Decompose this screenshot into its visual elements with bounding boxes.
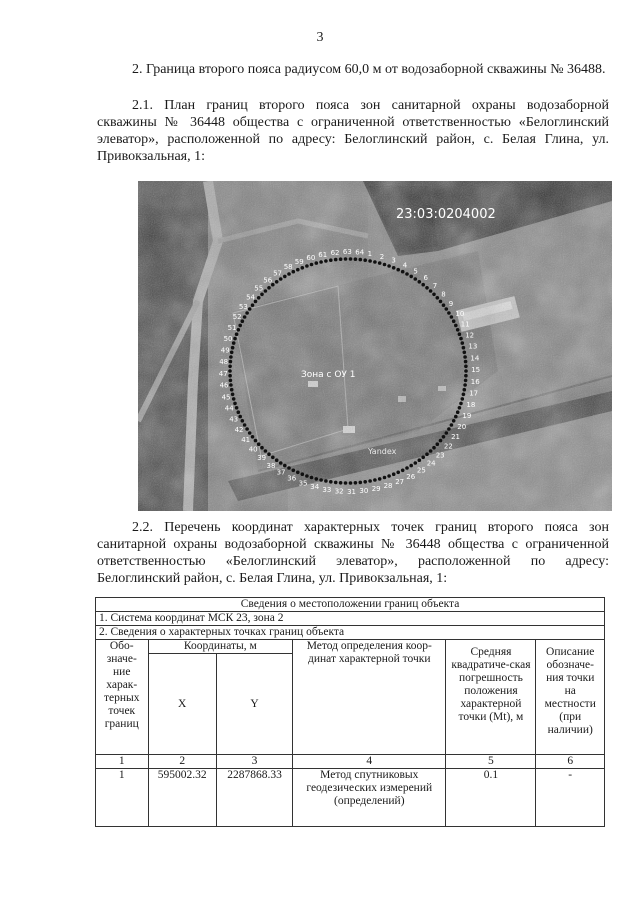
point-label: 51 — [227, 324, 237, 332]
boundary-dot — [229, 379, 233, 383]
point-label: 3 — [391, 256, 396, 265]
boundary-dot — [378, 477, 382, 481]
boundary-dot — [339, 257, 343, 261]
boundary-dot — [456, 410, 460, 414]
point-label: 33 — [322, 485, 332, 494]
point-label: 38 — [266, 461, 276, 470]
boundary-dot — [363, 258, 367, 262]
cell-point: 1 — [96, 769, 149, 827]
boundary-dot — [363, 480, 367, 484]
header-error: Средняя квадратиче-ская погрешность положения характерной точки (Mt), м — [446, 640, 536, 755]
boundary-dot — [238, 324, 242, 328]
boundary-dot — [368, 479, 372, 483]
point-label: 22 — [443, 442, 453, 451]
boundary-dot — [344, 481, 348, 485]
cell-x: 595002.32 — [148, 769, 216, 827]
table-system-row: 1. Система координат МСК 23, зона 2 — [96, 612, 605, 626]
point-label: 8 — [441, 290, 446, 299]
table-section-row: 2. Сведения о характерных точках границ объекта — [96, 626, 605, 640]
boundary-dot — [462, 346, 466, 350]
col-num-1: 1 — [96, 755, 149, 769]
boundary-dot — [267, 452, 271, 456]
boundary-dot — [463, 388, 467, 392]
point-label: 1 — [367, 250, 373, 259]
boundary-dot — [418, 458, 422, 462]
boundary-dot — [383, 476, 387, 480]
header-coordinates: Координаты, м — [148, 640, 293, 654]
boundary-dot — [287, 466, 291, 470]
boundary-dot — [450, 315, 454, 319]
boundary-dot — [329, 258, 333, 262]
boundary-dot — [229, 383, 233, 387]
boundary-dot — [287, 272, 291, 276]
boundary-dot — [456, 328, 460, 332]
boundary-dot — [373, 260, 377, 264]
boundary-dot — [439, 300, 443, 304]
boundary-dot — [339, 481, 343, 485]
point-label: 32 — [334, 487, 344, 496]
point-label: 57 — [273, 269, 283, 278]
point-label: 63 — [342, 248, 352, 257]
point-label: 55 — [254, 284, 264, 293]
point-label: 4 — [402, 261, 408, 270]
point-label: 41 — [241, 436, 251, 445]
paragraph-coordinate-list: 2.2. Перечень координат характерных точек границ второго пояса зон санитарной охраны водозаборной скважины № 36448 общества с ограниченной ответственностью «Белоглинский элеватор», расположенной по адресу: Белоглинский район, с. Белая Глина, ул. Привокзальная, 1: — [97, 520, 609, 586]
point-label: 17 — [469, 389, 479, 398]
point-label: 48 — [219, 358, 229, 367]
boundary-dot — [243, 315, 247, 319]
boundary-dot — [344, 257, 348, 261]
cell-error: 0.1 — [446, 769, 536, 827]
boundary-dot — [254, 439, 258, 443]
point-label: 9 — [448, 299, 454, 308]
map-watermark: Yandex — [368, 447, 397, 456]
boundary-dot — [292, 469, 296, 473]
point-label: 53 — [238, 303, 248, 312]
cadastral-label: 23:03:0204002 — [396, 207, 496, 222]
boundary-dot — [414, 277, 418, 281]
boundary-dot — [349, 481, 353, 485]
point-label: 23 — [435, 451, 445, 460]
boundary-dot — [401, 469, 405, 473]
boundary-dot — [354, 481, 358, 485]
point-label: 58 — [283, 263, 293, 272]
boundary-dot — [464, 379, 468, 383]
boundary-dot — [445, 307, 449, 311]
boundary-dot — [464, 374, 468, 378]
boundary-dot — [283, 464, 287, 468]
point-label: 7 — [432, 281, 438, 290]
point-label: 61 — [318, 250, 328, 259]
point-label: 26 — [406, 472, 416, 481]
boundary-dot — [257, 296, 261, 300]
boundary-dot — [241, 419, 245, 423]
point-label: 2 — [379, 252, 385, 261]
boundary-dot — [462, 393, 466, 397]
boundary-dot — [439, 439, 443, 443]
boundary-dot — [310, 263, 314, 267]
point-label: 52 — [232, 313, 242, 322]
col-num-4: 4 — [293, 755, 446, 769]
boundary-dot — [301, 472, 305, 476]
boundary-dot — [463, 355, 467, 359]
map-canvas — [138, 181, 612, 511]
point-label: 16 — [470, 377, 480, 386]
boundary-dot — [409, 464, 413, 468]
boundary-dot — [296, 471, 300, 475]
boundary-dot — [271, 456, 275, 460]
boundary-dot — [459, 402, 463, 406]
boundary-dot — [447, 427, 451, 431]
point-label: 5 — [413, 267, 418, 276]
point-label: 56 — [263, 276, 273, 285]
boundary-dot — [248, 307, 252, 311]
boundary-dot — [233, 402, 237, 406]
boundary-dot — [418, 280, 422, 284]
boundary-dot — [229, 355, 233, 359]
boundary-dot — [387, 474, 391, 478]
paragraph-plan-heading: 2.1. План границ второго пояса зон санитарной охраны водозаборной скважины № 36448 общества с ограниченной ответственностью «Белоглинский элеватор», расположенной по адресу: Белоглинский район, с. Белая Глина, ул. Привокзальная, 1: — [97, 98, 609, 164]
point-label: 19 — [462, 412, 472, 420]
cell-method: Метод спутниковых геодезических измерений (определений) — [293, 769, 446, 827]
boundary-dot — [237, 328, 241, 332]
boundary-dot — [315, 477, 319, 481]
boundary-dot — [436, 442, 440, 446]
boundary-dot — [405, 466, 409, 470]
boundary-dot — [248, 431, 252, 435]
boundary-dot — [334, 481, 338, 485]
boundary-dot — [237, 410, 241, 414]
boundary-dot — [230, 351, 234, 355]
boundary-dot — [238, 415, 242, 419]
boundary-dot — [359, 258, 363, 262]
boundary-dot — [447, 311, 451, 315]
point-label: 43 — [229, 415, 239, 424]
boundary-dot — [334, 258, 338, 262]
boundary-dot — [235, 406, 239, 410]
boundary-dot — [231, 393, 235, 397]
paragraph-border-second-zone: 2. Граница второго пояса радиусом 60,0 м от водозаборной скважины № 36488. — [132, 62, 606, 77]
boundary-dot — [359, 481, 363, 485]
boundary-dot — [260, 293, 264, 297]
boundary-dot — [245, 427, 249, 431]
point-label: 59 — [294, 258, 304, 266]
table-row — [96, 769, 605, 827]
boundary-dot — [396, 471, 400, 475]
boundary-dot — [392, 266, 396, 270]
point-label: 13 — [468, 342, 478, 351]
point-label: 37 — [276, 468, 286, 477]
header-designation: Обо-значе-ние харак-терных точек границ — [96, 640, 149, 755]
boundary-dot — [349, 257, 353, 261]
boundary-dot — [228, 365, 232, 369]
boundary-dot — [454, 324, 458, 328]
boundary-dot — [368, 259, 372, 263]
point-label: 20 — [457, 422, 467, 431]
boundary-dot — [251, 435, 255, 439]
header-y: Y — [216, 654, 292, 755]
point-label: 34 — [310, 483, 320, 492]
boundary-dot — [233, 337, 237, 341]
point-label: 29 — [371, 485, 381, 494]
boundary-dot — [305, 474, 309, 478]
boundary-dot — [432, 446, 436, 450]
boundary-dot — [319, 260, 323, 264]
boundary-dot — [383, 263, 387, 267]
boundary-dot — [442, 435, 446, 439]
point-label: 36 — [287, 474, 297, 483]
boundary-dot — [464, 365, 468, 369]
boundary-dot — [324, 479, 328, 483]
header-description: Описание обозначе-ния точки на местности (при наличии) — [536, 640, 605, 755]
boundary-dot — [279, 461, 283, 465]
boundary-dot — [264, 449, 268, 453]
boundary-dot — [251, 303, 255, 307]
boundary-dot — [279, 277, 283, 281]
boundary-dot — [459, 337, 463, 341]
column-number-row — [96, 755, 605, 769]
boundary-dot — [373, 478, 377, 482]
col-num-5: 5 — [446, 755, 536, 769]
col-num-6: 6 — [536, 755, 605, 769]
point-label: 64 — [355, 248, 365, 257]
header-method: Метод определения коор-динат характерной точки — [293, 640, 446, 755]
point-label: 45 — [221, 393, 231, 402]
point-label: 50 — [223, 335, 233, 344]
point-label: 15 — [471, 366, 481, 374]
point-label: 14 — [470, 354, 480, 363]
boundary-dot — [228, 374, 232, 378]
point-label: 40 — [248, 445, 258, 454]
boundary-dot — [283, 275, 287, 279]
point-label: 44 — [224, 404, 234, 413]
boundary-dot — [387, 264, 391, 268]
boundary-dot — [296, 268, 300, 272]
zone-label: Зона с ОУ 1 — [301, 370, 356, 380]
point-label: 27 — [395, 478, 405, 486]
table-title: Сведения о местоположении границ объекта — [96, 598, 605, 612]
boundary-dot — [464, 369, 468, 373]
boundary-dot — [229, 360, 233, 364]
boundary-dot — [232, 397, 236, 401]
boundary-dot — [310, 476, 314, 480]
boundary-dot — [378, 261, 382, 265]
boundary-dot — [425, 286, 429, 290]
boundary-dot — [264, 289, 268, 293]
boundary-dot — [235, 332, 239, 336]
boundary-dot — [260, 446, 264, 450]
boundary-dot — [401, 270, 405, 274]
boundary-dot — [463, 383, 467, 387]
boundary-dot — [452, 319, 456, 323]
point-label: 47 — [218, 370, 228, 378]
boundary-dot — [458, 406, 462, 410]
boundary-dot — [461, 341, 465, 345]
boundary-dot — [275, 280, 279, 284]
header-x: X — [148, 654, 216, 755]
point-label: 35 — [298, 479, 308, 488]
satellite-map — [138, 181, 612, 511]
point-label: 12 — [465, 331, 475, 340]
boundary-dot — [392, 472, 396, 476]
point-label: 42 — [234, 426, 244, 435]
point-label: 60 — [306, 253, 316, 262]
point-label: 25 — [416, 466, 426, 475]
boundary-dot — [463, 351, 467, 355]
boundary-dot — [396, 268, 400, 272]
cell-description: - — [536, 769, 605, 827]
boundary-dot — [429, 449, 433, 453]
boundary-dot — [452, 419, 456, 423]
point-label: 28 — [383, 482, 393, 491]
boundary-dot — [436, 296, 440, 300]
boundary-dot — [464, 360, 468, 364]
boundary-dot — [324, 259, 328, 263]
point-label: 46 — [219, 381, 229, 390]
point-label: 39 — [257, 454, 267, 463]
boundary-dot — [421, 283, 425, 287]
point-label: 24 — [426, 459, 436, 468]
point-label: 54 — [246, 293, 256, 302]
point-label: 30 — [359, 487, 369, 496]
boundary-dot — [329, 480, 333, 484]
point-label: 11 — [460, 320, 470, 329]
point-label: 49 — [220, 346, 230, 355]
point-label: 21 — [451, 432, 461, 441]
point-label: 6 — [423, 274, 428, 283]
boundary-dot — [454, 415, 458, 419]
boundary-dot — [405, 272, 409, 276]
point-label: 62 — [330, 248, 340, 257]
boundary-dot — [432, 293, 436, 297]
coordinates-table — [95, 597, 605, 827]
boundary-dot — [267, 286, 271, 290]
point-label: 31 — [347, 487, 357, 496]
boundary-dot — [445, 431, 449, 435]
col-num-3: 3 — [216, 755, 292, 769]
boundary-dot — [421, 456, 425, 460]
boundary-dot — [319, 478, 323, 482]
col-num-2: 2 — [148, 755, 216, 769]
boundary-dot — [414, 461, 418, 465]
boundary-dot — [425, 452, 429, 456]
point-label: 18 — [466, 400, 476, 409]
boundary-dot — [275, 458, 279, 462]
boundary-dot — [230, 388, 234, 392]
boundary-dot — [231, 346, 235, 350]
boundary-dot — [458, 332, 462, 336]
boundary-dot — [461, 397, 465, 401]
page-number: 3 — [316, 30, 324, 45]
boundary-dot — [354, 257, 358, 261]
boundary-dot — [228, 369, 232, 373]
boundary-dot — [305, 264, 309, 268]
boundary-dot — [450, 423, 454, 427]
cell-y: 2287868.33 — [216, 769, 292, 827]
boundary-dot — [442, 303, 446, 307]
boundary-dot — [301, 266, 305, 270]
point-label: 10 — [455, 309, 465, 318]
boundary-dot — [245, 311, 249, 315]
